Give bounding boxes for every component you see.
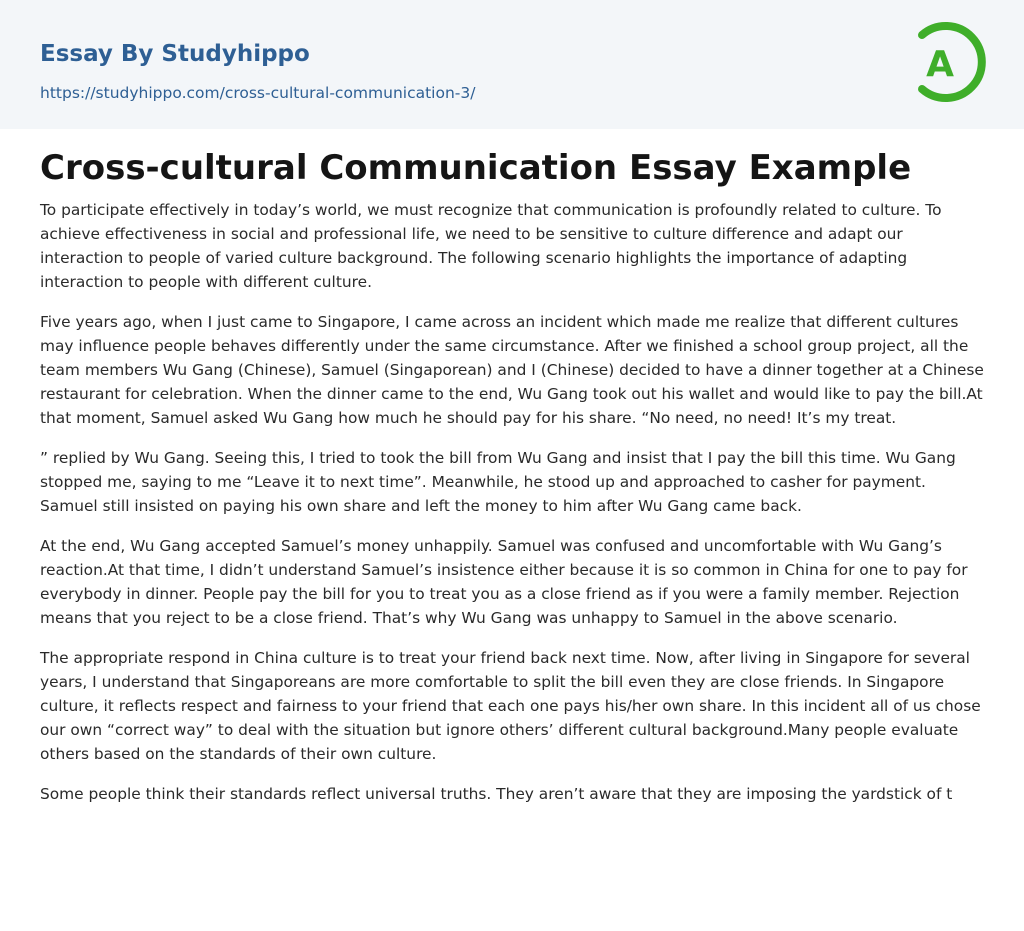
studyhippo-logo-icon[interactable] bbox=[910, 18, 988, 106]
article-paragraph: Five years ago, when I just came to Singapore, I came across an incident which made me realize that different cultures may influence people behaves differently under the same circumstance. After we finished a school group project, all the team members Wu Gang (Chinese), Samuel (Singaporean) and I (Chinese) decided to have a dinner together at a Chinese restaurant for celebration. When the dinner came to the end, Wu Gang took out his wallet and would like to pay the bill.At that moment, Samuel asked Wu Gang how much he should pay for his share. “No need, no need! It’s my treat. bbox=[40, 313, 984, 427]
site-header bbox=[0, 0, 1024, 129]
site-brand[interactable]: Essay By Studyhippo bbox=[40, 41, 310, 67]
article-paragraph: To participate effectively in today’s world, we must recognize that communication is profoundly related to culture. To achieve effectiveness in social and professional life, we need to be sensitive to culture difference and adapt our interaction to people of varied culture background. The following scenario highlights the importance of adapting interaction to people with different culture. bbox=[40, 201, 942, 291]
article bbox=[40, 144, 984, 822]
article-title: Cross-cultural Communication Essay Example bbox=[40, 148, 912, 188]
article-paragraph: ” replied by Wu Gang. Seeing this, I tried to took the bill from Wu Gang and insist that I pay the bill this time. Wu Gang stopped me, saying to me “Leave it to next time”. Meanwhile, he stood up and approached to casher for payment. Samuel still insisted on paying his own share and left the money to him after Wu Gang came back. bbox=[40, 449, 956, 515]
article-url-link[interactable]: https://studyhippo.com/cross-cultural-communication-3/ bbox=[40, 84, 476, 102]
article-paragraph: The appropriate respond in China culture is to treat your friend back next time. Now, after living in Singapore for several years, I understand that Singaporeans are more comfortable to split the bill even they are close friends. In Singapore culture, it reflects respect and fairness to your friend that each one pays his/her own share. In this incident all of us chose our own “correct way” to deal with the situation but ignore others’ different cultural background.Many people evaluate others based on the standards of their own culture. bbox=[40, 649, 981, 763]
article-paragraph: Some people think their standards reflect universal truths. They aren’t aware that they are imposing the yardstick of t bbox=[40, 785, 953, 803]
logo-letter: A bbox=[926, 44, 954, 85]
article-paragraph: At the end, Wu Gang accepted Samuel’s money unhappily. Samuel was confused and uncomfortable with Wu Gang’s reaction.At that time, I didn’t understand Samuel’s insistence either because it is so common in China for one to pay for everybody in dinner. People pay the bill for you to treat you as a close friend as if you were a family member. Rejection means that you reject to be a close friend. That’s why Wu Gang was unhappy to Samuel in the above scenario. bbox=[40, 537, 968, 627]
